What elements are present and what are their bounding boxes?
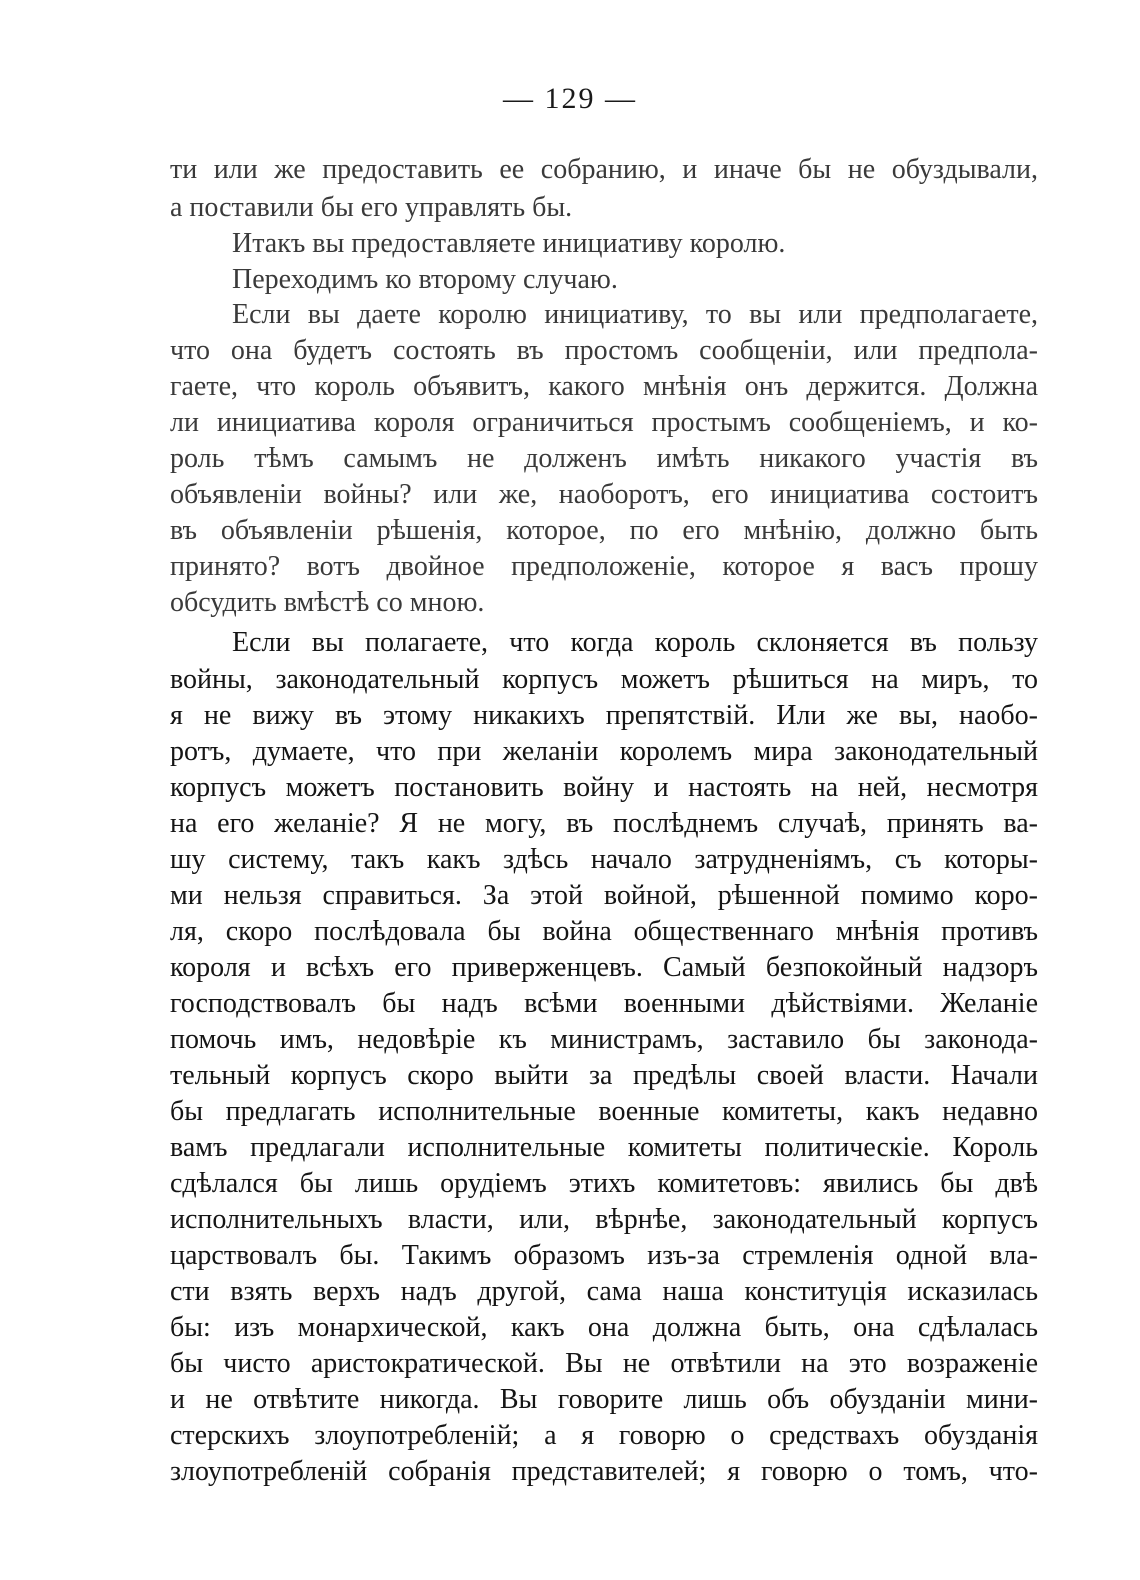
text-line: тельный корпусъ скоро выйти за предѣлы своей власти. Начали	[170, 1060, 1038, 1091]
text-line: господствовалъ бы надъ всѣми военными дѣйствіями. Желаніе	[170, 988, 1038, 1019]
text-line: ли инициатива короля ограничиться простымъ сообщеніемъ, и ко-	[170, 407, 1038, 438]
text-line: обсудить вмѣстѣ со мною.	[170, 587, 485, 618]
text-line: бы предлагать исполнительные военные комитеты, какъ недавно	[170, 1096, 1038, 1127]
text-line: Переходимъ ко второму случаю.	[232, 264, 618, 295]
page-number: — 129 —	[503, 82, 637, 115]
text-line: злоупотребленій собранія представителей; я говорю о томъ, что-	[170, 1456, 1038, 1487]
text-line: шу систему, такъ какъ здѣсь начало затрудненіямъ, съ которы-	[170, 844, 1038, 875]
text-line: что она будетъ состоять въ простомъ сообщеніи, или предпола-	[170, 335, 1038, 366]
text-line: я не вижу въ этому никакихъ препятствій. Или же вы, наобо-	[170, 700, 1038, 731]
text-line: а поставили бы его управлять бы.	[170, 192, 573, 223]
text-line: гаете, что король объявитъ, какого мнѣнія онъ держится. Должна	[170, 371, 1038, 402]
text-line: стерскихъ злоупотребленій; а я говорю о средствахъ обузданія	[170, 1420, 1038, 1451]
text-line: и не отвѣтите никогда. Вы говорите лишь объ обузданіи мини-	[170, 1384, 1038, 1415]
text-line: Если вы даете королю инициативу, то вы или предполагаете,	[232, 299, 1038, 330]
text-line: Итакъ вы предоставляете инициативу королю.	[232, 228, 786, 259]
text-line: сдѣлался бы лишь орудіемъ этихъ комитетовъ: явились бы двѣ	[170, 1168, 1038, 1199]
text-line: войны, законодательный корпусъ можетъ рѣшиться на миръ, то	[170, 664, 1038, 695]
text-line: роль тѣмъ самымъ не долженъ имѣть никакого участія въ	[170, 443, 1038, 474]
text-line: на его желаніе? Я не могу, въ послѣднемъ случаѣ, принять ва-	[170, 808, 1038, 839]
text-line: вамъ предлагали исполнительные комитеты политическіе. Король	[170, 1132, 1038, 1163]
text-line: исполнительныхъ власти, или, вѣрнѣе, законодательный корпусъ	[170, 1204, 1038, 1235]
text-line: въ объявленіи рѣшенія, которое, по его мнѣнію, должно быть	[170, 515, 1038, 546]
text-line: ля, скоро послѣдовала бы война общественнаго мнѣнія противъ	[170, 916, 1038, 947]
text-line: короля и всѣхъ его приверженцевъ. Самый безпокойный надзоръ	[170, 952, 1038, 983]
text-line: ти или же предоставить ее собранию, и иначе бы не обуздывали,	[170, 154, 1038, 185]
text-line: царствовалъ бы. Такимъ образомъ изъ-за стремленія одной вла-	[170, 1240, 1038, 1271]
text-line: корпусъ можетъ постановить войну и настоять на ней, несмотря	[170, 772, 1038, 803]
text-line: принято? вотъ двойное предположеніе, которое я васъ прошу	[170, 551, 1038, 582]
text-line: сти взять верхъ надъ другой, сама наша конституція исказилась	[170, 1276, 1038, 1307]
text-line: ротъ, думаете, что при желаніи королемъ мира законодательный	[170, 736, 1038, 767]
text-line: объявленіи войны? или же, наоборотъ, его инициатива состоитъ	[170, 479, 1038, 510]
text-line: бы: изъ монархической, какъ она должна быть, она сдѣлалась	[170, 1312, 1038, 1343]
text-line: ми нельзя справиться. За этой войной, рѣшенной помимо коро-	[170, 880, 1038, 911]
text-line: бы чисто аристократической. Вы не отвѣтили на это возраженіе	[170, 1348, 1038, 1379]
text-line: помочь имъ, недовѣріе къ министрамъ, заставило бы законода-	[170, 1024, 1038, 1055]
text-line: Если вы полагаете, что когда король склоняется въ пользу	[232, 627, 1038, 658]
